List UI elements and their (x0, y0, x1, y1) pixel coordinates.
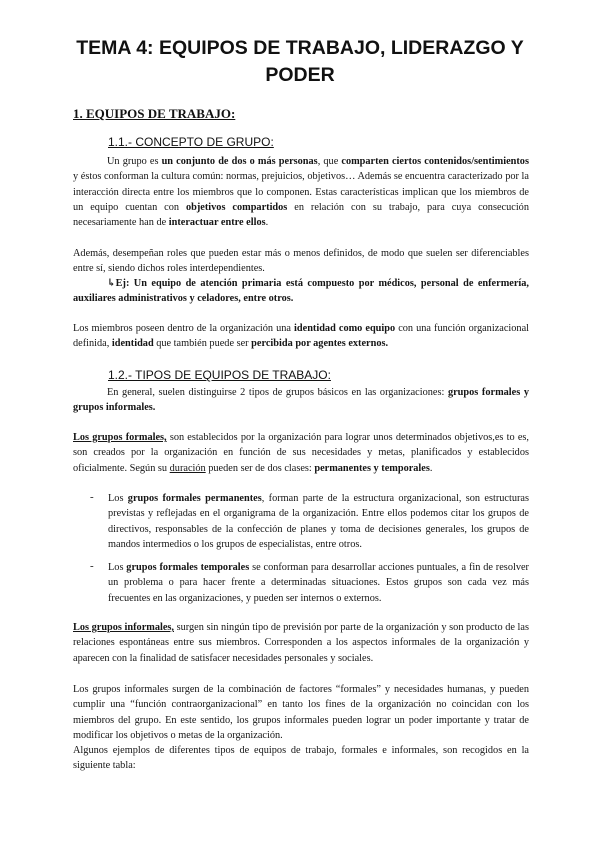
bold-term: percibida por agentes externos. (251, 338, 389, 350)
text-run: son establecidos por la organización para lograr unos determinados objetivos,es to es, son creados por la organización en función de sus necesidades y metas, planificados y establecidos oficialmente. Según su (73, 432, 529, 474)
paragraph-combinacion: Los grupos informales surgen de la combinación de factores “formales” y necesidades humanas, y pueden cumplir una “función contraorganizacional” en tanto los fines de la organización no coincidan con los miembros del grupo. En este sentido, los grupos informales pueden lograr un poder importante y tratar de modificar los objetivos o metas de la organización. (73, 684, 529, 741)
text-run: , forman parte de la estructura organizacional, son estructuras previstas y reflejadas en el organigrama de la organización. Entre ellos podemos citar los grupos de directivos, responsables de la confección de planes y toma de decisiones generales, los grupos de mandos intermedios o los grupos de especialistas, entre otros. (108, 493, 529, 550)
bold-term: grupos formales temporales (126, 562, 250, 573)
paragraph-roles: Además, desempeñan roles que pueden estar más o menos definidos, de modo que suelen ser diferenciables entre sí, siendo dichos roles interdependientes. (73, 248, 529, 275)
text-run: Los miembros poseen dentro de la organización una (73, 323, 295, 334)
bold-example: Ej: Un equipo de atención primaria está compuesto por médicos, personal de enfermería, auxiliares administrativos y celadores, entre otros. (73, 278, 529, 305)
text-run: Los (108, 493, 128, 504)
paragraph-grupos-informales (73, 620, 529, 666)
text-run: . (429, 462, 433, 474)
text-run: . (265, 217, 269, 229)
section-heading-equipos: 1. EQUIPOS DE TRABAJO: (73, 106, 236, 121)
text-run: y éstos conforman la cultura común: normas, prejuicios, objetivos… Además se encuentra caracterizado por la interacción directa entre los miembros que lo componen. Estas características implican que los miembros de un equipo cuentan con (73, 171, 529, 213)
underlined-term: Los grupos formales, (73, 432, 167, 443)
paragraph-tipos-intro (73, 385, 529, 416)
bold-term: grupos formales y grupos informales. (73, 387, 530, 414)
bullet-marker: - (90, 560, 94, 572)
bold-term: objetivos compartidos (185, 201, 288, 213)
bold-term: un conjunto de dos o más personas (161, 156, 318, 167)
text-run: que también puede ser (153, 338, 252, 350)
text-run: , que (317, 156, 342, 167)
underlined-term: duración (169, 462, 206, 474)
text-run: Los (108, 562, 127, 573)
paragraph-concepto-grupo (73, 154, 529, 230)
text-run: pueden ser de dos clases: (205, 462, 315, 474)
text-run: surgen sin ningún tipo de previsión por parte de la organización y son producto de las relaciones espontáneas entre sus miembros. Corresponden a los aspectos informales de la organización y aparecen con la finalidad de satisfacer necesidades personales y sociales. (73, 622, 529, 664)
text-run: con una función organizacional definida, (73, 323, 529, 350)
bold-term: identidad (111, 338, 154, 350)
text-run: en relación con su trabajo, para cuya consecución necesariamente han de (73, 201, 529, 229)
bold-term: interactuar entre ellos (168, 217, 266, 229)
bullet-temporales (108, 560, 529, 606)
bold-term: comparten ciertos contenidos/sentimientos (341, 156, 529, 167)
bullet-permanentes (108, 491, 529, 552)
underlined-term: Los grupos informales, (73, 622, 174, 633)
paragraph-ejemplos: Algunos ejemplos de diferentes tipos de equipos de trabajo, formales e informales, son recogidos en la siguiente tabla: (73, 745, 529, 772)
paragraph-identidad (73, 321, 529, 352)
bold-term: permanentes y temporales (314, 462, 430, 474)
text-run: se conforman para desarrollar acciones puntuales, a fin de resolver un problema o para hacer frente a determinadas situaciones. Estos grupos son cada vez más frecuentes en las organizaciones, y pueden ser internos o externos. (108, 562, 529, 604)
paragraph-grupos-formales (73, 430, 529, 476)
bullet-marker: - (90, 491, 94, 503)
bold-term: grupos formales permanentes (127, 493, 262, 504)
paragraph-example (73, 276, 529, 307)
document-title: TEMA 4: EQUIPOS DE TRABAJO, LIDERAZGO Y PODER (76, 37, 524, 86)
bold-term: identidad como equipo (294, 323, 396, 334)
text-run: Un grupo es (107, 156, 162, 167)
subsection-heading-tipos: 1.2.- TIPOS DE EQUIPOS DE TRABAJO: (108, 368, 331, 382)
subsection-heading-concepto: 1.1.- CONCEPTO DE GRUPO: (108, 135, 274, 149)
arrow-icon: ↳ (107, 278, 116, 289)
text-run: En general, suelen distinguirse 2 tipos de grupos básicos en las organizaciones: (107, 387, 448, 398)
